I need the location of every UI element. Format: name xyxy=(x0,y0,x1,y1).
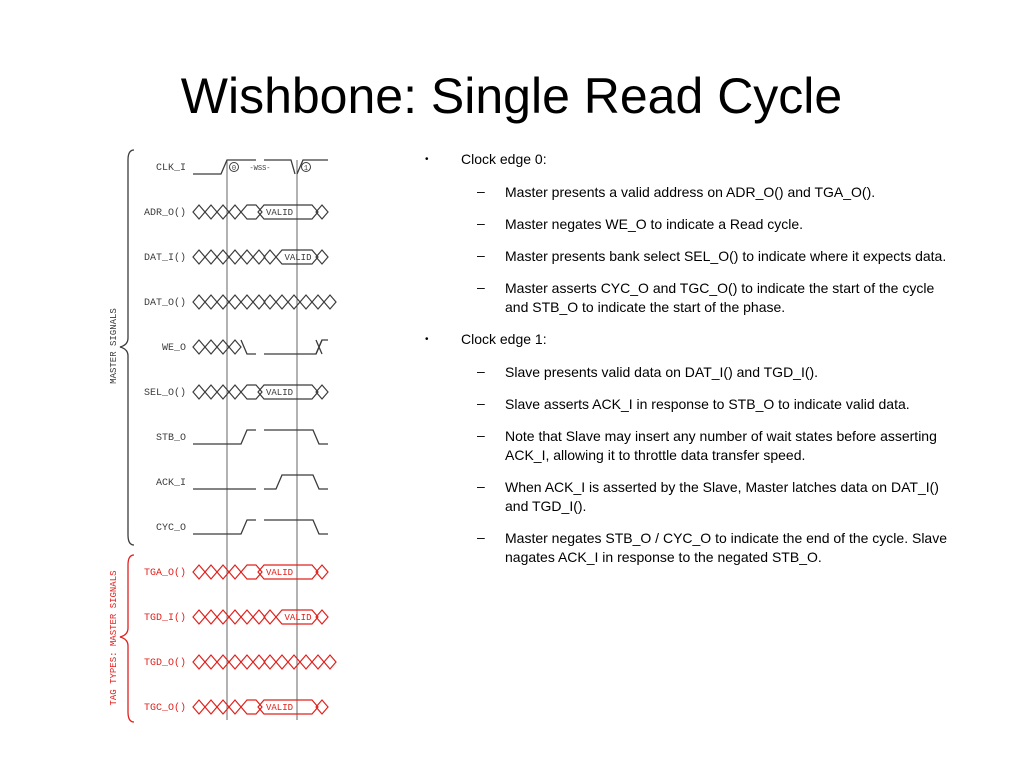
bus-valid-region xyxy=(241,205,262,219)
sub-bullet-item xyxy=(425,183,955,202)
bus-invalid-x xyxy=(229,205,241,219)
signal-name-label: CLK_I xyxy=(155,163,186,174)
valid-label: VALID xyxy=(284,613,312,623)
signal-name-label: TGD_I() xyxy=(143,613,186,624)
bus-invalid-x xyxy=(193,565,205,579)
tag-group-brace xyxy=(120,555,134,722)
bus-invalid-x xyxy=(264,655,276,669)
slide-title: Wishbone: Single Read Cycle xyxy=(180,68,843,124)
bullet-list xyxy=(425,150,985,580)
bus-invalid-x xyxy=(193,250,205,264)
signal-name-label: CYC_O xyxy=(155,523,186,534)
strobe-waveform xyxy=(193,520,256,534)
bus-invalid-x xyxy=(229,295,241,309)
sub-bullet-item xyxy=(425,279,955,317)
signal-name-label: ACK_I xyxy=(155,478,186,489)
bus-invalid-x xyxy=(229,250,241,264)
clk-waveform xyxy=(193,160,256,174)
bus-invalid-x xyxy=(324,655,336,669)
dash-marker: – xyxy=(477,279,485,295)
bus-invalid-x xyxy=(229,565,241,579)
wait-states-label: -WSS- xyxy=(249,165,271,173)
bus-invalid-x xyxy=(324,295,336,309)
sub-bullet-item xyxy=(425,427,955,465)
sub-bullet-item xyxy=(425,363,955,382)
signal-name-label: TGC_O() xyxy=(143,703,186,714)
dash-marker: – xyxy=(477,363,485,379)
signal-name-label: SEL_O() xyxy=(143,388,186,399)
bus-invalid-x xyxy=(241,610,253,624)
bus-invalid-x xyxy=(264,610,276,624)
valid-label: VALID xyxy=(266,388,294,398)
tag-signals-label: TAG TYPES: MASTER SIGNALS xyxy=(109,570,119,706)
sub-bullet-text: Slave asserts ACK_I in response to STB_O to indicate valid data. xyxy=(505,396,910,412)
bus-invalid-x xyxy=(276,295,288,309)
sub-bullet-text: Master presents a valid address on ADR_O() and TGA_O(). xyxy=(505,184,876,200)
signal-name-label: WE_O xyxy=(161,343,186,354)
bus-invalid-x xyxy=(276,655,288,669)
bullet-dot: • xyxy=(425,154,429,165)
bus-invalid-x xyxy=(193,295,205,309)
bus-invalid-x xyxy=(193,610,205,624)
bus-invalid-x xyxy=(205,700,217,714)
sub-bullet-text: Master asserts CYC_O and TGC_O() to indicate the start of the cycle and STB_O to indicate the start of the phase. xyxy=(505,280,935,315)
bus-invalid-x xyxy=(229,655,241,669)
bus-invalid-x xyxy=(253,250,265,264)
bus-invalid-x xyxy=(253,295,265,309)
bullet-text: Clock edge 0: xyxy=(461,151,547,167)
signal-name-label: STB_O xyxy=(155,433,186,444)
dash-marker: – xyxy=(477,478,485,494)
bus-invalid-x xyxy=(193,655,205,669)
valid-label: VALID xyxy=(266,208,294,218)
bus-invalid-x xyxy=(300,655,312,669)
sub-bullet-text: Master presents bank select SEL_O() to indicate where it expects data. xyxy=(505,248,947,264)
bus-invalid-x xyxy=(205,205,217,219)
bus-invalid-x xyxy=(253,610,265,624)
master-group-brace xyxy=(120,150,134,545)
sub-bullet-item xyxy=(425,478,955,516)
valid-label: VALID xyxy=(266,568,294,578)
signal-name-label: DAT_I() xyxy=(143,253,186,264)
bus-valid-region xyxy=(241,385,262,399)
master-signals-label: MASTER SIGNALS xyxy=(109,308,119,384)
bus-invalid-x xyxy=(205,655,217,669)
bus-invalid-x xyxy=(229,700,241,714)
we-waveform xyxy=(316,340,322,354)
bus-invalid-x xyxy=(205,565,217,579)
bus-invalid-x xyxy=(193,205,205,219)
bus-invalid-x xyxy=(288,295,300,309)
sub-bullet-text: Note that Slave may insert any number of wait states before asserting ACK_I, allowing it to throttle data transfer speed. xyxy=(505,428,937,463)
bus-invalid-x xyxy=(241,655,253,669)
sub-bullet-text: Master negates STB_O / CYC_O to indicate the end of the cycle. Slave nagates ACK_I in response to the negated STB_O. xyxy=(505,530,948,565)
strobe-waveform xyxy=(264,520,328,534)
dash-marker: – xyxy=(477,395,485,411)
bullet-item xyxy=(425,150,985,169)
bus-invalid-x xyxy=(193,385,205,399)
dash-marker: – xyxy=(477,183,485,199)
ack-waveform xyxy=(264,475,328,489)
dash-marker: – xyxy=(477,427,485,443)
bus-invalid-x xyxy=(229,385,241,399)
bus-invalid-x xyxy=(193,340,205,354)
valid-label: VALID xyxy=(266,703,294,713)
bus-invalid-x xyxy=(241,250,253,264)
bus-invalid-x xyxy=(300,295,312,309)
bullet-item xyxy=(425,330,985,349)
sub-bullet-item xyxy=(425,215,955,234)
strobe-waveform xyxy=(193,430,256,444)
bullet-dot: • xyxy=(425,334,429,345)
bus-invalid-x xyxy=(264,250,276,264)
timing-diagram xyxy=(0,0,420,767)
bus-invalid-x xyxy=(193,700,205,714)
sub-bullet-text: Slave presents valid data on DAT_I() and TGD_I(). xyxy=(505,364,819,380)
bus-invalid-x xyxy=(264,295,276,309)
dash-marker: – xyxy=(477,215,485,231)
dash-marker: – xyxy=(477,529,485,545)
sub-bullet-item xyxy=(425,529,955,567)
bus-invalid-x xyxy=(229,340,241,354)
bus-invalid-x xyxy=(312,655,324,669)
edge-0-label: 0 xyxy=(231,165,237,173)
sub-bullet-text: Master negates WE_O to indicate a Read cycle. xyxy=(505,216,804,232)
bus-invalid-x xyxy=(205,250,217,264)
bus-valid-region xyxy=(241,700,262,714)
bus-invalid-x xyxy=(241,295,253,309)
bus-invalid-x xyxy=(253,655,265,669)
bus-invalid-x xyxy=(205,385,217,399)
bus-invalid-x xyxy=(312,295,324,309)
valid-label: VALID xyxy=(284,253,312,263)
clk-waveform xyxy=(264,160,328,174)
bus-invalid-x xyxy=(205,340,217,354)
signal-name-label: ADR_O() xyxy=(143,208,186,219)
bus-invalid-x xyxy=(205,295,217,309)
sub-bullet-item xyxy=(425,247,955,266)
signal-name-label: DAT_O() xyxy=(143,298,186,309)
dash-marker: – xyxy=(477,247,485,263)
we-waveform xyxy=(241,340,256,354)
bus-invalid-x xyxy=(288,655,300,669)
sub-bullet-item xyxy=(425,395,955,414)
signal-name-label: TGA_O() xyxy=(143,568,186,579)
bus-valid-region xyxy=(241,565,262,579)
edge-1-label: 1 xyxy=(303,165,309,173)
bullet-text: Clock edge 1: xyxy=(461,331,547,347)
bus-invalid-x xyxy=(205,610,217,624)
strobe-waveform xyxy=(264,430,328,444)
signal-name-label: TGD_O() xyxy=(143,658,186,669)
bus-invalid-x xyxy=(229,610,241,624)
sub-bullet-text: When ACK_I is asserted by the Slave, Master latches data on DAT_I() and TGD_I(). xyxy=(505,479,939,514)
